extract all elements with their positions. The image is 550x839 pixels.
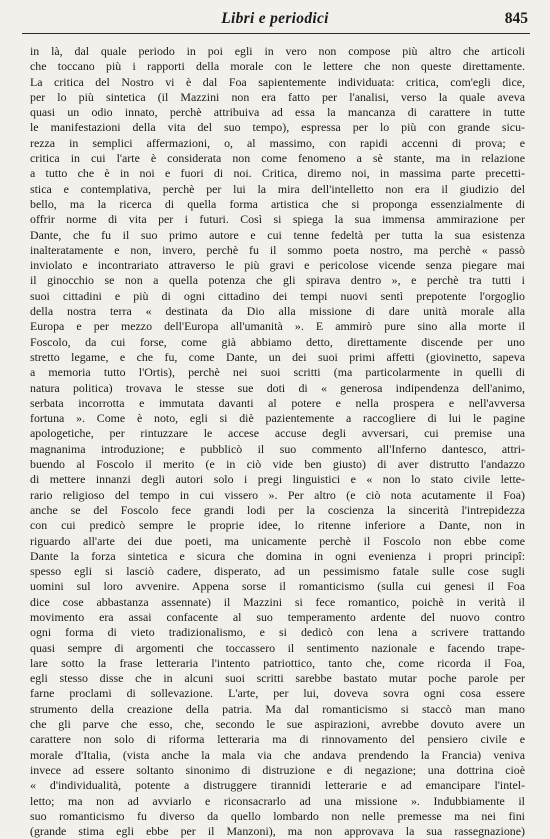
text-line: morale d'Italia, (vista anche la mala via che andava prendendo la Francia) veniva [30, 747, 525, 762]
text-line: critica in cui l'arte è considerata non come fenomeno a sè stante, ma in relazione [30, 151, 525, 166]
text-line: spesso egli si lasciò cadere, disperato, ad un pessimismo fatale sulle cose sugli [30, 564, 525, 579]
text-line: offrir norme di vita per i futuri. Così si spiega la sua immensa ammirazione per [30, 212, 525, 227]
text-line: egli stesso disse che in alcuni suoi scritti sarebbe bastato mutar poche parole per [30, 671, 525, 686]
text-line: suoi cittadini e più di ogni cittadino dei tempi nuovi sentì prepotente l'orgoglio [30, 288, 525, 303]
text-line: per lo più sintetica (il Mazzini non era fatto per l'analisi, verso la quale aveva [30, 89, 525, 104]
text-line: quasi un odio innato, perchè attribuiva ad essa la mancanza di carattere in tutte [30, 105, 525, 120]
text-line: stretto legame, e che fu, come Dante, un dei suoi primi affetti (giovinetto, sapeva [30, 349, 525, 364]
text-line: inalteratamente e non, invero, perchè fu il sommo poeta nostro, ma perchè « passò [30, 242, 525, 257]
text-line: della nostra terra « destinata da Dio alla missione di dare unità morale alla [30, 304, 525, 319]
text-line: strumento della creazione della patria. Ma dal romanticismo si staccò man mano [30, 701, 525, 716]
text-line: natura politica) trovava le stesse sue doti di « generosa indipendenza dell'animo, [30, 380, 525, 395]
text-line: apologetiche, per rintuzzare le accese accuse degli avversari, cui premise una [30, 426, 525, 441]
text-line: quasi sempre di argomenti che toccassero il sentimento nazionale e facendo trape- [30, 640, 525, 655]
text-line: rario religioso del tempo in cui vissero ». Per altro (e ciò nota acutamente il Foa) [30, 487, 525, 502]
text-line: lare sotto la frase letteraria l'intento patriottico, tanto che, come ricorda il Foa, [30, 655, 525, 670]
text-line: farne proclami di sollevazione. L'arte, per lui, doveva sovra ogni cosa essere [30, 686, 525, 701]
text-line: anche se del Foscolo fece grandi lodi per la coscienza la sincerità l'intrepidezza [30, 502, 525, 517]
text-line: di mettere innanzi degli autori solo i pregi linguistici e « non lo stato civile lette- [30, 472, 525, 487]
text-line: dice cose abbastanza assennate) il Mazzini si fece romantico, poichè in verità il [30, 594, 525, 609]
text-line: magnanima introduzione; e pubblicò il suo commento all'Inferno dantesco, attri- [30, 441, 525, 456]
text-line: carattere non solo di riforma letteraria ma di rinnovamento del pensiero civile e [30, 732, 525, 747]
text-line: buendo al Foscolo il merito (e in ciò vide ben giusto) di aver distrutto l'andazzo [30, 457, 525, 472]
text-line: movimento era assai confacente al suo temperamento ardente del nuovo contro [30, 609, 525, 624]
text-line: Europa e per mezzo dell'Europa all'umanità ». E ammirò pure sino alla morte il [30, 319, 525, 334]
text-line: (grande stima egli ebbe per il Manzoni), ma non approvava la sua rassegnazione) [30, 824, 525, 839]
text-line: serbata incorrotta e immutata davanti al potere e nella prospera e nell'avversa [30, 395, 525, 410]
text-line: Dante, che fu il suo primo autore e cui tenne fedeltà per tutta la sua esistenza [30, 227, 525, 242]
text-line: suo romanticismo fu diverso da quello lombardo non nelle premesse ma nei fini [30, 808, 525, 823]
text-line: che toccano più i rapporti della morale con le lettere che non queste direttamente. [30, 59, 525, 74]
page-header [0, 0, 550, 34]
text-line: inviolato e incontrariato attraverso le più gravi e pericolose vicende senza piegare mai [30, 258, 525, 273]
running-head: Libri e periodici [221, 10, 329, 27]
text-line: ogni forma di vieto tradizionalismo, e si dedicò con lena a scrivere trattando [30, 625, 525, 640]
text-line: il ginocchio se non a quella potenza che gli spirava dentro », e perchè tra tutti i [30, 273, 525, 288]
text-line: fortuna ». Come è noto, egli si diè pazientemente a raccogliere di lui le pagine [30, 411, 525, 426]
text-line: Dante la forza sintetica e sicura che domina in ogni evenienza i propri principî: [30, 548, 525, 563]
text-line: le manifestazioni della vita del suo tempo), espressa per lo più con grande sicu- [30, 120, 525, 135]
text-line: in là, dal quale periodo in poi egli in vero non compose più altro che articoli [30, 44, 525, 58]
text-line: uomini sul loro avvenire. Appena sorse il romanticismo (sulla cui genesi il Foa [30, 579, 525, 594]
text-line: invece ad essere soltanto sinonimo di distruzione e di negazione; una dottrina cioè [30, 762, 525, 777]
text-line: La critica del Nostro vi è dal Foa sapientemente individuata: critica, com'egli dice, [30, 74, 525, 89]
text-line: stica e contemplativa, perchè per lui la mira dell'intelletto non era il giudizio del [30, 181, 525, 196]
text-line: a tutto che è in noi e fuori di noi. Critica, diremo noi, in massima parte precetti- [30, 166, 525, 181]
text-line: bello, ma la ricerca di quella forma artistica che si proponga essenzialmente di [30, 196, 525, 211]
text-line: a memoria tutto l'Ortis), perchè nei suoi scritti (ma particolarmente in quelli di [30, 365, 525, 380]
text-line: « d'individualità, potente a distruggere tirannidi letterarie e ad emancipare l'intel- [30, 778, 525, 793]
page-number: 845 [504, 10, 528, 27]
text-line: rezza in semplici affermazioni, o, al massimo, con rapidi accenni di prova; e [30, 135, 525, 150]
text-line: letto; ma non ad avviarlo e riconsacrarlo ad una missione ». Indubbiamente il [30, 793, 525, 808]
text-line: riguardo all'arte dei due poeti, ma unicamente perchè il Foscolo non ebbe come [30, 533, 525, 548]
text-line: Foscolo, da cui forse, come già abbiamo detto, direttamente discende per uno [30, 334, 525, 349]
body-text [30, 44, 525, 839]
text-line: con cui predicò sempre le proprie idee, lo ritenne inferiore a Dante, non in [30, 518, 525, 533]
header-rule [22, 33, 530, 34]
text-line: che gli parve che esso, che, secondo le sue aspirazioni, avrebbe dovuto avere un [30, 717, 525, 732]
